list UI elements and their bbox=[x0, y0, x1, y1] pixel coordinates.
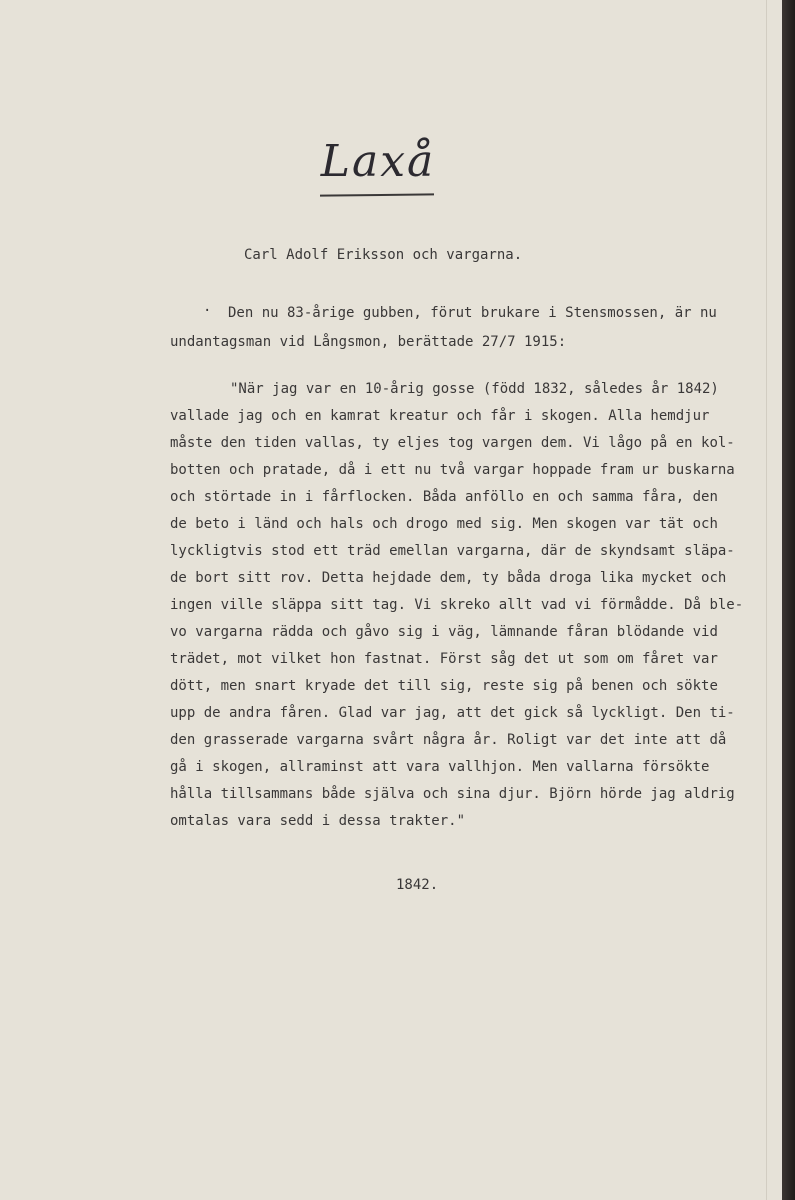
page-edge-shadow bbox=[782, 0, 795, 1200]
quote-line: vallade jag och en kamrat kreatur och får i skogen. Alla hemdjur bbox=[170, 408, 710, 424]
intro-line-2: undantagsman vid Långsmon, berättade 27/7 1915: bbox=[170, 334, 567, 350]
quote-line: hålla tillsammans både själva och sina djur. Björn hörde jag aldrig bbox=[170, 786, 735, 802]
quote-line: vo vargarna rädda och gåvo sig i väg, lämnande fåran blödande vid bbox=[170, 624, 718, 640]
quote-line: ingen ville släppa sitt tag. Vi skreko allt vad vi förmådde. Då ble- bbox=[170, 597, 744, 613]
year-label: 1842. bbox=[396, 877, 439, 893]
handwritten-title: Laxå bbox=[320, 136, 436, 187]
intro-line-1: Den nu 83-årige gubben, förut brukare i Stensmossen, är nu bbox=[228, 305, 717, 321]
quote-line: "När jag var en 10-årig gosse (född 1832, således år 1842) bbox=[230, 381, 719, 397]
title-underline bbox=[320, 193, 434, 196]
quote-line: botten och pratade, då i ett nu två vargar hoppade fram ur buskarna bbox=[170, 462, 735, 478]
quote-line: de bort sitt rov. Detta hejdade dem, ty båda droga lika mycket och bbox=[170, 570, 727, 586]
quote-line: den grasserade vargarna svårt några år. Roligt var det inte att då bbox=[170, 732, 727, 748]
quote-line: och störtade in i fårflocken. Båda anföllo en och samma fåra, den bbox=[170, 489, 718, 505]
quote-line: upp de andra fåren. Glad var jag, att det gick så lyckligt. Den ti- bbox=[170, 705, 735, 721]
quote-line: dött, men snart kryade det till sig, reste sig på benen och sökte bbox=[170, 678, 718, 694]
quote-line: måste den tiden vallas, ty eljes tog vargen dem. Vi lågo på en kol- bbox=[170, 435, 735, 451]
page-fold-line bbox=[766, 0, 767, 1200]
margin-dot: · bbox=[203, 303, 212, 319]
quote-line: gå i skogen, allraminst att vara vallhjon. Men vallarna försökte bbox=[170, 759, 710, 775]
story-heading: Carl Adolf Eriksson och vargarna. bbox=[244, 247, 523, 263]
quote-line: lyckligtvis stod ett träd emellan vargarna, där de skyndsamt släpa- bbox=[170, 543, 735, 559]
quote-line: trädet, mot vilket hon fastnat. Först såg det ut som om fåret var bbox=[170, 651, 718, 667]
quote-line: de beto i länd och hals och drogo med sig. Men skogen var tät och bbox=[170, 516, 718, 532]
quote-line: omtalas vara sedd i dessa trakter." bbox=[170, 813, 466, 829]
